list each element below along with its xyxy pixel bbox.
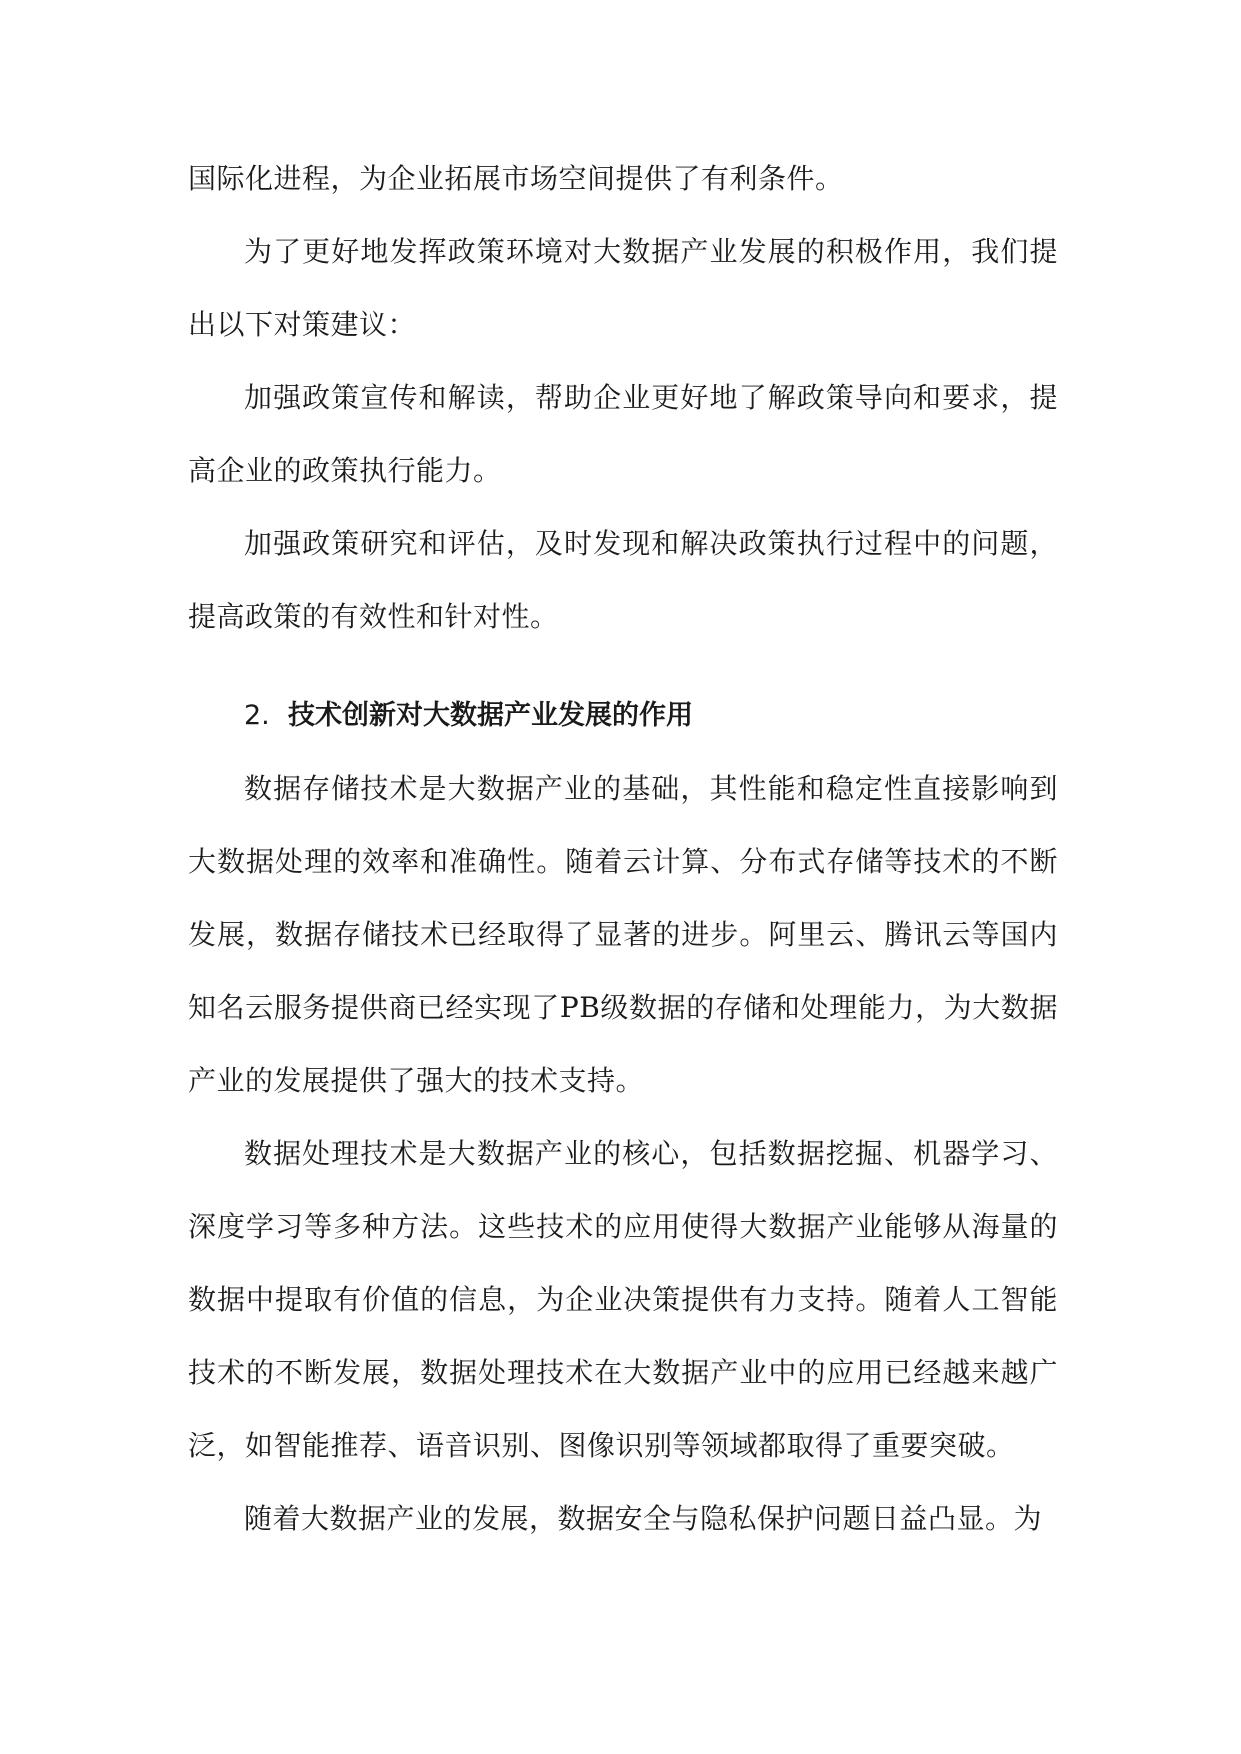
paragraph: 加强政策宣传和解读，帮助企业更好地了解政策导向和要求，提高企业的政策执行能力。 — [188, 381, 1058, 487]
section-heading — [188, 679, 1058, 752]
section-number: 2. — [244, 700, 270, 731]
paragraph: 数据存储技术是大数据产业的基础，其性能和稳定性直接影响到大数据处理的效率和准确性。随着云计算、分布式存储等技术的不断发展，数据存储技术已经取得了显著的进步。阿里云、腾讯云等国内知名云服务提供商已经实现了PB级数据的存储和处理能力，为大数据产业的发展提供了强大的技术支持。 — [188, 772, 1058, 1097]
paragraph: 国际化进程，为企业拓展市场空间提供了有利条件。 — [188, 162, 844, 195]
paragraph: 数据处理技术是大数据产业的核心，包括数据挖掘、机器学习、深度学习等多种方法。这些技术的应用使得大数据产业能够从海量的数据中提取有价值的信息，为企业决策提供有力支持。随着人工智能技术的不断发展，数据处理技术在大数据产业中的应用已经越来越广泛，如智能推荐、语音识别、图像识别等领域都取得了重要突破。 — [188, 1137, 1058, 1462]
document-page — [188, 142, 1058, 1555]
paragraph: 为了更好地发挥政策环境对大数据产业发展的积极作用，我们提出以下对策建议： — [188, 235, 1058, 341]
paragraph: 加强政策研究和评估，及时发现和解决政策执行过程中的问题，提高政策的有效性和针对性。 — [188, 527, 1058, 633]
paragraph: 随着大数据产业的发展，数据安全与隐私保护问题日益凸显。为 — [244, 1502, 1043, 1535]
section-title: 技术创新对大数据产业发展的作用 — [288, 700, 693, 731]
